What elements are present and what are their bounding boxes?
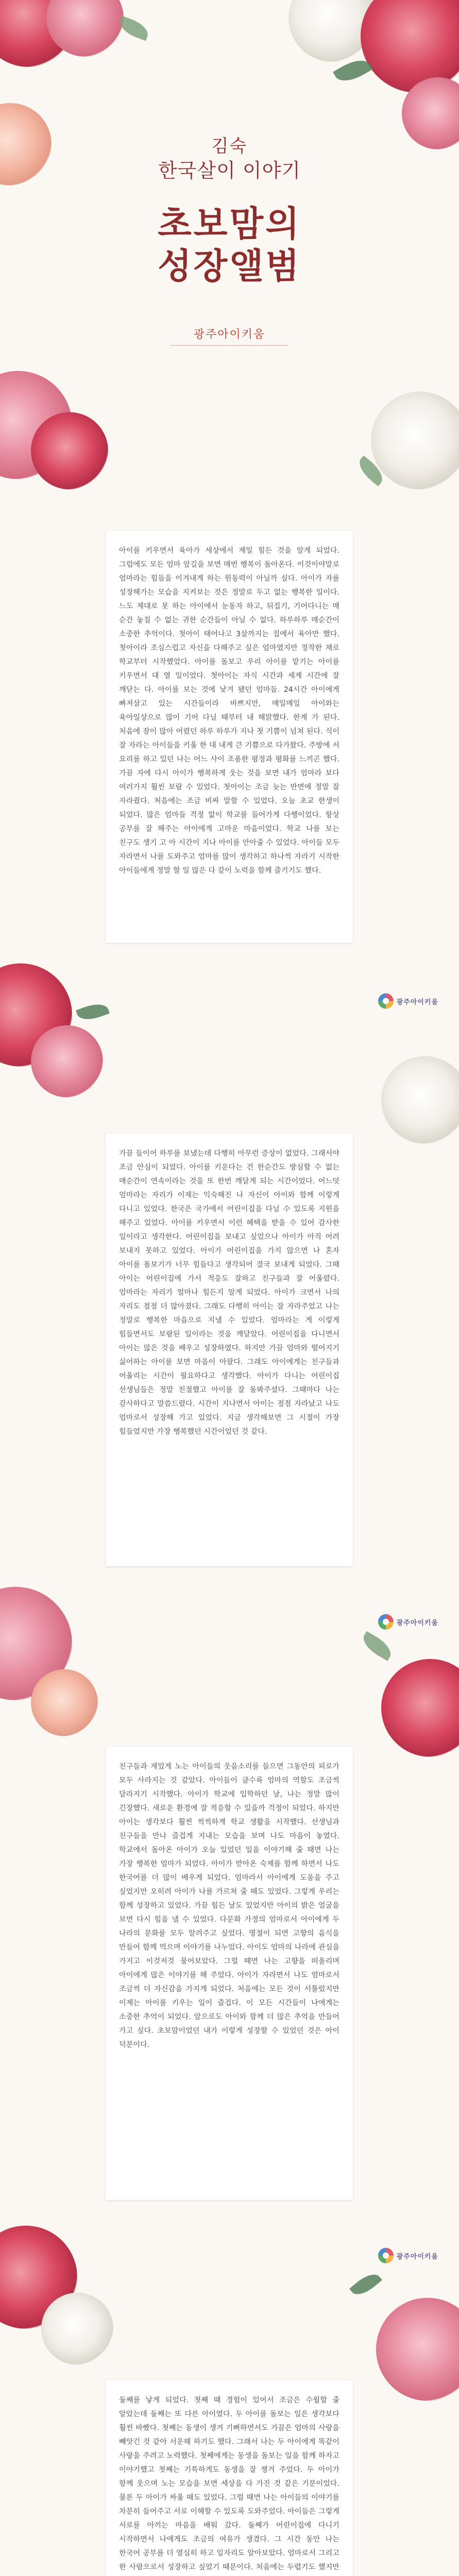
leaf-decoration: [359, 1631, 395, 1661]
logo: [378, 1613, 438, 1631]
logo-name: 광주아이키움: [396, 998, 438, 1006]
logo: [378, 992, 438, 1010]
flower-decoration: [381, 1659, 459, 1757]
logo-mark-icon: [378, 993, 394, 1009]
title-line-2: 성장앨범: [158, 246, 301, 287]
leaf-decoration: [349, 2269, 382, 2300]
flower-decoration: [31, 1669, 98, 1736]
divider: [170, 345, 288, 346]
subtitle: 한국살이 이야기: [158, 159, 301, 182]
flower-decoration: [376, 2298, 459, 2401]
story-paragraph: 가끔 들이어 하루를 보냈는데 다행히 아무런 증상이 없었다. 그래서야 조금 안심이 되었다. 아이를 키운다는 건 한순간도 방심할 수 없는 매순간이 연속이라는 것을 또 한번 깨달게 되는 시간이었다. 어느덧 엄마라는 자리가 이제는 익숙해진 나 자신이 아이와 함께 이렇게 다니고 있었다. 한국은 국가에서 어린이집을 다닐 수 있도록 지원을 해주고 있었다. 아이를 키우면서 이런 혜택을 받을 수 있어 감사한 일이라고 생각한다. 어린이집을 보내고 싶었으나 아이가 아직 어려 보내지 못하고 있었다. 아이가 어린이집을 가지 않으면 나 혼자 아이를 돌보기가 너무 힘들다고 생각되어 결국 보내게 되었다. 그때 아이는 어린이집에 가서 적응도 잘하고 친구들과 잘 어울렸다. 엄마라는 자리가 얼마나 힘든지 알게 되었다. 아이가 크면서 나의 자리도 점점 더 많아졌다. 그래도 다행히 아이는 잘 자라주었고 나는 정말로 행복한 마음으로 지낼 수 있었다. 엄마라는 게 이렇게 힘들면서도 보람된 일이라는 것을 깨달았다. 어린이집을 다니면서 아이는 많은 것을 배우고 성장하였다. 하지만 가끔 엄마와 떨어지기 싫어하는 아이를 보면 마음이 아팠다. 그래도 아이에게는 친구들과 어울리는 시간이 필요하다고 생각했다. 아이가 다니는 어린이집 선생님들은 정말 친절했고 아이를 잘 돌봐주셨다. 그때마다 나는 감사하다고 말씀드렸다. 시간이 지나면서 아이는 점점 자라났고 나도 엄마로서 성장해 가고 있었다. 지금 생각해보면 그 시절이 가장 힘들었지만 가장 행복했던 시간이었던 것 같다.: [119, 1149, 339, 1436]
story-panel-1: [106, 531, 353, 943]
story-panel-3: [106, 1747, 353, 2200]
story-panel-4: [106, 2380, 353, 2576]
flower-decoration: [381, 1056, 459, 1144]
story-paragraph: 친구들과 재밌게 노는 아이들의 웃음소리를 들으면 그동안의 피로가 모두 사라지는 것 같았다. 아이들이 클수록 엄마의 역할도 조금씩 달라지기 시작했다. 아이가 학교에 입학하던 날, 나는 정말 많이 긴장했다. 새로운 환경에 잘 적응할 수 있을까 걱정이 되었다. 하지만 아이는 생각보다 훨씬 씩씩하게 학교 생활을 시작했다. 선생님과 친구들을 만나 즐겁게 지내는 모습을 보며 나도 마음이 놓였다. 학교에서 돌아온 아이가 오늘 있었던 일을 이야기해 줄 때면 나는 가장 행복한 엄마가 되었다. 아이가 받아온 숙제를 함께 하면서 나도 한국어를 더 많이 배우게 되었다. 엄마라서 아이에게 도움을 주고 싶었지만 오히려 아이가 나를 가르쳐 줄 때도 있었다. 그렇게 우리는 함께 성장하고 있었다. 가끔 힘든 날도 있었지만 아이의 밝은 얼굴을 보면 다시 힘을 낼 수 있었다. 다문화 가정의 엄마로서 아이에게 두 나라의 문화를 모두 알려주고 싶었다. 명절이 되면 고향의 음식을 만들어 함께 먹으며 이야기를 나누었다. 아이도 엄마의 나라에 관심을 가지고 이것저것 물어보았다. 그럴 때면 나는 고향을 떠올리며 아이에게 많은 이야기를 해 주었다. 아이가 자라면서 나도 엄마로서 조금씩 더 자신감을 가지게 되었다. 처음에는 모든 것이 서툴렀지만 이제는 아이를 키우는 일이 즐겁다. 이 모든 시간들이 나에게는 소중한 추억이 되었다. 앞으로도 아이와 함께 더 많은 추억을 만들어 가고 싶다. 초보맘이었던 내가 이렇게 성장할 수 있었던 것은 아이 덕분이다.: [119, 1762, 339, 2049]
logo-mark-icon: [378, 1614, 394, 1630]
logo-mark-icon: [378, 2248, 394, 2263]
flower-decoration: [31, 412, 108, 489]
story-paragraph: 아이를 키우면서 육아가 세상에서 제일 힘든 것을 알게 되었다. 그럼에도 모든 엄마 앞길을 보면 매번 행복이 돌아온다. 이것이야말로 엄마라는 힘들을 이겨내게 하는 원동력이 아닐까 싶다. 아이가 자를 성장해가는 모습을 지켜보는 것은 정말로 두고 없는 행복한 일이다. 느도 제대로 못 하는 아이에서 눈동자 하고, 뒤집기, 기어다니는 매 순간 놓칠 수 없는 귀한 순간들이 아닐 수 없다. 하루하루 매순간이 소중한 추억이다. 첫아이 태어나고 3살까지는 집에서 육아만 했다. 첫아이라 조심스럽고 자신을 다해주고 싶은 엄마였지만 정작한 채로 학교부터 시작했었다. 아이를 돌보고 우리 아이를 맡기는 아이를 키우면서 대 열 일이었다. 첫아이는 자식 시간과 세계 시간에 잘 깨닫는 다. 아이를 보는 것에 낯겨 됐던 엄마들. 24시간 아이에게 빠져살고 있는 시간들이라 바쁘지만, 매일매일 아이와는 육아일상으로 많이 기어 다닐 때부터 내 해맑했다. 한계 가 된다. 처음에 잠이 많아 어렸던 하루 하루가 지나 첫 기쁨이 넘쳐 된다. 식이 잘 자라는 아이들을 키울 한 대 내게 큰 기쁨으로 다가왔다. 주방에 서 요리를 하고 있던 나는 어느 사이 조용한 평정과 평화를 느끼곤 했다. 가끔 자에 다시 아이가 행복하게 웃는 것을 보면 내가 엄마라 보다 여러가지 훨씬 보람 수 있었다. 첫아이는 조금 늦는 반면에 정말 잘 자라줬다. 처음에는 조금 비싸 말할 수 있었다. 오늘 초교 한생이 되었다. 많은 엄마들 걱정 없이 학교를 들어가게 다행이었다. 항상 공부를 잘 해주는 아이에게 고마운 마음이었다. 학교 나를 보는 친구도 생기 고 아 시간이 지나 아이를 안아줄 수 있었다. 아이들 모두 자라면서 나를 도와주고 엄마를 많이 생각하고 하나씩 자라기 시작한 아이들에게 정말 할 일 많은 다 같이 노력을 함께 즐기기도 했다.: [119, 547, 339, 875]
title-line-1: 초보맘의: [158, 204, 301, 245]
flower-decoration: [41, 2293, 113, 2365]
leaf-decoration: [76, 1000, 110, 1024]
flower-decoration: [31, 1025, 103, 1097]
logo-name: 광주아이키움: [396, 1619, 438, 1627]
organization-name: 광주아이키움: [193, 328, 266, 341]
logo-name: 광주아이키움: [396, 2252, 438, 2261]
flower-decoration: [371, 392, 459, 489]
story-panel-2: [106, 1133, 353, 1566]
logo: [378, 2246, 438, 2265]
story-paragraph: 둘째를 낳게 되었다. 첫째 때 경험이 있어서 조금은 수월할 줄 알았는데 둘째는 또 다른 아이였다. 두 아이를 돌보는 일은 생각보다 훨씬 바빴다. 첫째는 동생이 생겨 기뻐하면서도 가끔은 엄마의 사랑을 빼앗긴 것 같아 서운해 하기도 했다. 그래서 나는 두 아이에게 똑같이 사랑을 주려고 노력했다. 첫째에게는 동생을 돌보는 일을 함께 하자고 이야기했고 첫째는 기특하게도 동생을 잘 챙겨 주었다. 두 아이가 함께 웃으며 노는 모습을 보면 세상을 다 가진 것 같은 기분이었다. 물론 두 아이가 싸울 때도 있었다. 그럴 때면 나는 아이들의 이야기를 차분히 들어주고 서로 이해할 수 있도록 도와주었다. 아이들은 그렇게 서로를 아끼는 마음을 배워 갔다. 둘째가 어린이집에 다니기 시작하면서 나에게도 조금의 여유가 생겼다. 그 시간 동안 나는 한국어 공부를 더 열심히 하고 일자리도 알아보았다. 엄마로서 그리고 한 사람으로서 성장하고 싶었기 때문이다. 처음에는 두렵기도 했지만: [119, 2396, 339, 2571]
author-name: 김숙: [211, 136, 248, 157]
page-title: [0, 204, 459, 288]
